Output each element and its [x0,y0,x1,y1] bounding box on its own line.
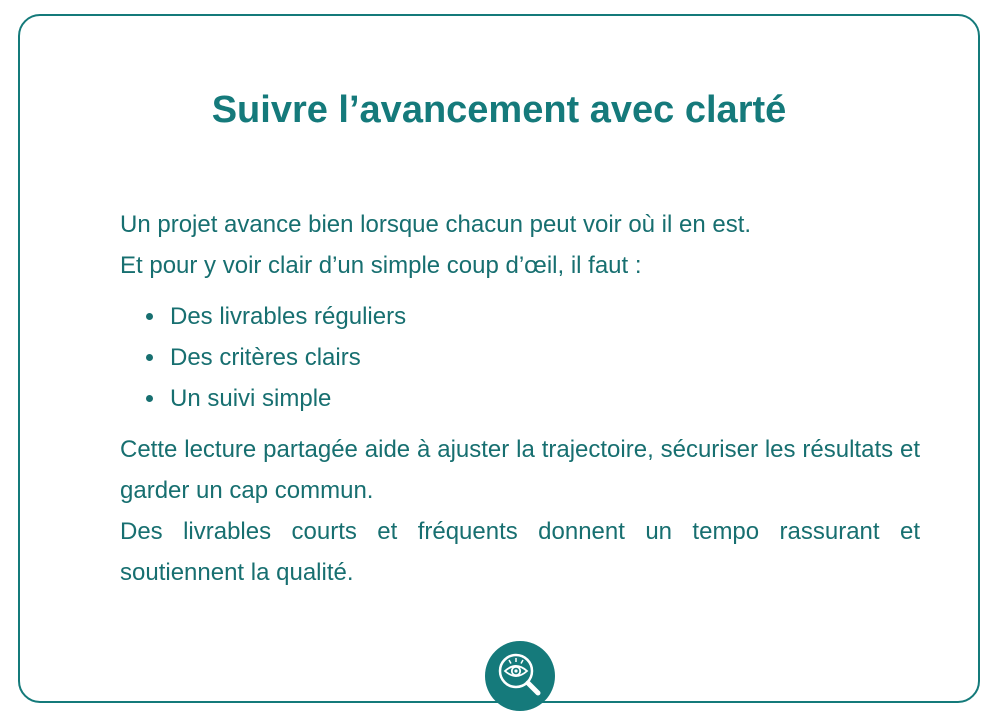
page-title: Suivre l’avancement avec clarté [211,89,787,131]
slide-card [18,14,980,703]
list-item [120,337,920,378]
bullet-dot [146,313,153,320]
intro-line-2: Et pour y voir clair d’un simple coup d’œil, il faut : [120,252,642,279]
closing-paragraph-2: Des livrables courts et fréquents donnent un tempo rassurant et soutiennent la qualité. [120,518,920,586]
bullet-list [120,296,920,419]
list-item-text: Des livrables réguliers [170,303,407,330]
slide-body [120,204,920,593]
magnifier-eye-icon [485,641,555,711]
list-item [120,378,920,419]
closing-paragraph-1: Cette lecture partagée aide à ajuster la trajectoire, sécuriser les résultats et garder un cap commun. [120,436,920,504]
list-item-text: Un suivi simple [170,385,332,412]
list-item-text: Des critères clairs [170,344,361,371]
intro-line-1: Un projet avance bien lorsque chacun peut voir où il en est. [120,211,752,238]
bullet-dot [146,395,153,402]
list-item [120,296,920,337]
bullet-dot [146,354,153,361]
